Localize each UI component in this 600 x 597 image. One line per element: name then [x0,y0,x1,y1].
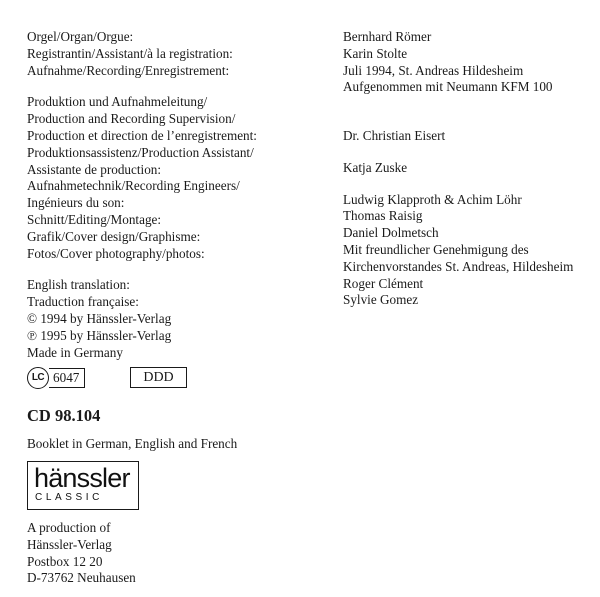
label-production-fr: Production et direction de l’enregistrement: [27,127,257,143]
address-line: Hänssler-Verlag [27,536,112,552]
label-production-de: Produktion und Aufnahmeleitung/ [27,94,208,110]
booklet-note: Booklet in German, English and French [27,436,238,451]
address-line: A production of [27,520,111,535]
phonogram-line: ℗ 1995 by Hänssler-Verlag [27,327,172,343]
label-editing: Schnitt/Editing/Montage: [27,211,162,227]
label-code-number: 6047 [49,368,85,388]
value-registrant: Karin Stolte [343,45,408,61]
value-recording-date: Juli 1994, St. Andreas Hildesheim [343,62,524,78]
label-registrant: Registrantin/Assistant/à la registration: [27,45,233,61]
label-engineers-fr: Ingénieurs du son: [27,195,125,211]
value-organ: Bernhard Römer [343,29,432,44]
ddd-badge: DDD [130,367,187,388]
made-in-line: Made in Germany [27,344,123,360]
label-engineers: Aufnahmetechnik/Recording Engineers/ [27,178,240,194]
address-line: D-73762 Neuhausen [27,570,136,586]
label-production-assistant-fr: Assistante de production: [27,161,162,177]
label-english-translation: English translation: [27,277,130,293]
credits-values [343,29,593,309]
label-code-badge [27,367,85,389]
value-engineers: Ludwig Klapproth & Achim Löhr [343,191,522,207]
credits-labels [27,29,327,361]
value-production: Dr. Christian Eisert [343,127,446,143]
hanssler-classic-logo [27,461,139,510]
label-production-en: Production and Recording Supervision/ [27,111,236,127]
label-cover-design: Grafik/Cover design/Graphisme: [27,228,201,244]
label-production-assistant: Produktionsassistenz/Production Assistant/ [27,144,254,160]
value-english-translation: Roger Clément [343,275,424,291]
value-photos-credit: Kirchenvorstandes St. Andreas, Hildesheim [343,258,574,274]
label-french-translation: Traduction française: [27,294,139,310]
value-photos: Mit freundlicher Genehmigung des [343,241,529,257]
value-french-translation: Sylvie Gomez [343,292,419,308]
lc-symbol-icon: LC [27,367,49,389]
copyright-line: © 1994 by Hänssler-Verlag [27,310,172,326]
value-production-assistant: Katja Zuske [343,159,408,175]
catalog-number: CD 98.104 [27,406,101,425]
label-organ: Orgel/Organ/Orgue: [27,29,134,44]
logo-wordmark: hänssler [34,463,130,493]
value-recording-mic: Aufgenommen mit Neumann KFM 100 [343,79,553,95]
address-line: Postbox 12 20 [27,553,103,569]
logo-subtitle: CLASSIC [35,492,103,503]
publisher-address [27,520,136,587]
label-recording: Aufnahme/Recording/Enregistrement: [27,62,230,78]
value-cover-design: Daniel Dolmetsch [343,225,439,241]
value-editing: Thomas Raisig [343,208,423,224]
label-photos: Fotos/Cover photography/photos: [27,245,205,261]
